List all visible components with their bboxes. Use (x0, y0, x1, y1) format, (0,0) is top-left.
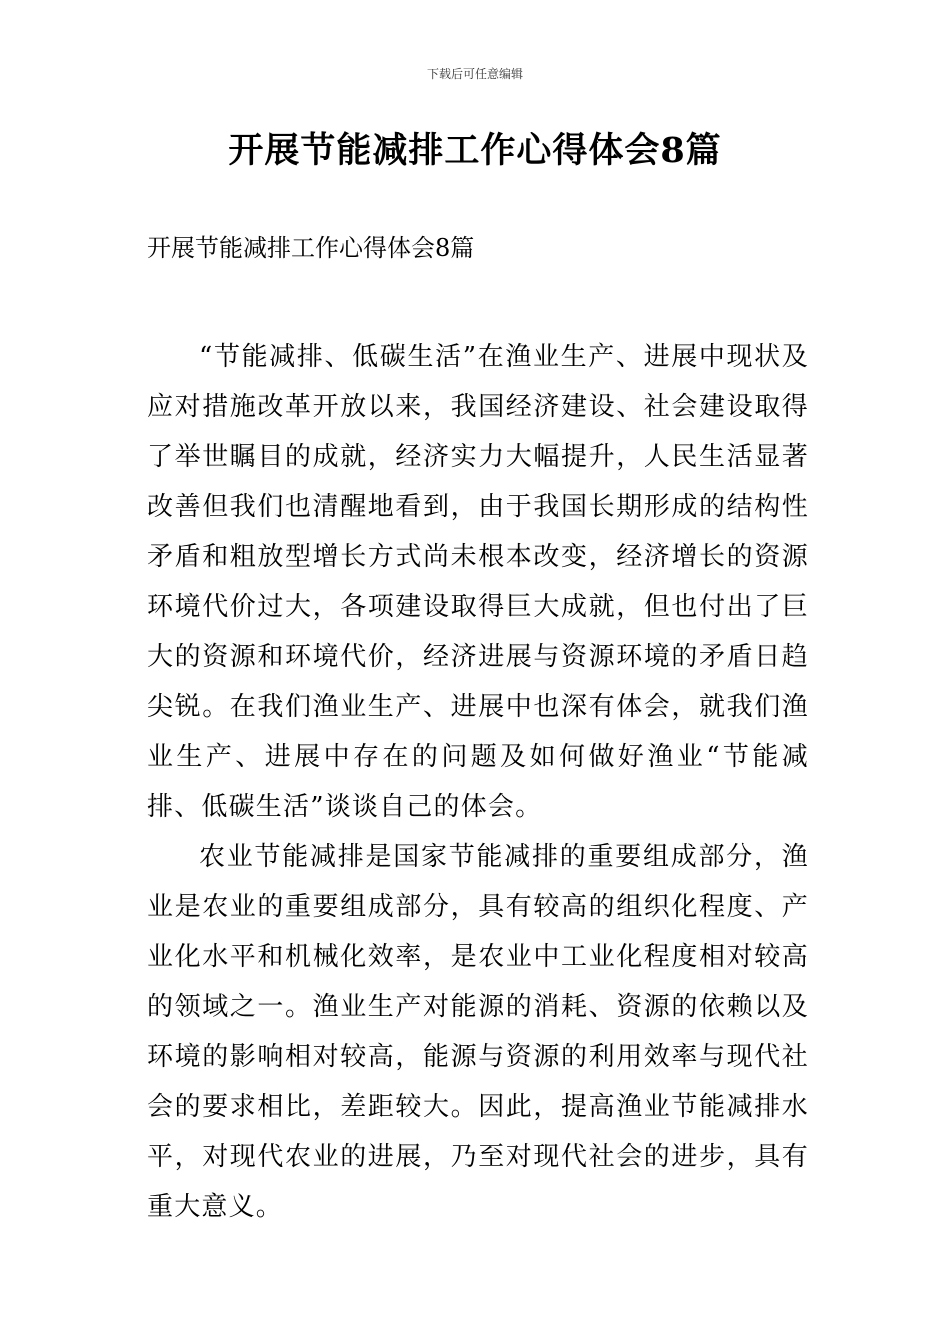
document-body (147, 332, 809, 1232)
body-paragraph: 农业节能减排是国家节能减排的重要组成部分，渔业是农业的重要组成部分，具有较高的组织化程度、产业化水平和机械化效率，是农业中工业化程度相对较高的领域之一。渔业生产对能源的消耗、资源的依赖以及环境的影响相对较高，能源与资源的利用效率与现代社会的要求相比，差距较大。因此，提高渔业节能减排水平，对现代农业的进展，乃至对现代社会的进步，具有重大意义。 (147, 842, 809, 1222)
body-paragraph: “节能减排、低碳生活”在渔业生产、进展中现状及应对措施改革开放以来，我国经济建设、社会建设取得了举世瞩目的成就，经济实力大幅提升，人民生活显著改善但我们也清醒地看到，由于我国长期形成的结构性矛盾和粗放型增长方式尚未根本改变，经济增长的资源环境代价过大，各项建设取得巨大成就，但也付出了巨大的资源和环境代价，经济进展与资源环境的矛盾日趋尖锐。在我们渔业生产、进展中也深有体会，就我们渔业生产、进展中存在的问题及如何做好渔业“节能减排、低碳生活”谈谈自己的体会。 (147, 342, 809, 822)
document-subtitle: 开展节能减排工作心得体会8篇 (147, 234, 475, 262)
document-title: 开展节能减排工作心得体会8篇 (228, 130, 722, 171)
header-note: 下载后可任意编辑 (426, 67, 523, 81)
